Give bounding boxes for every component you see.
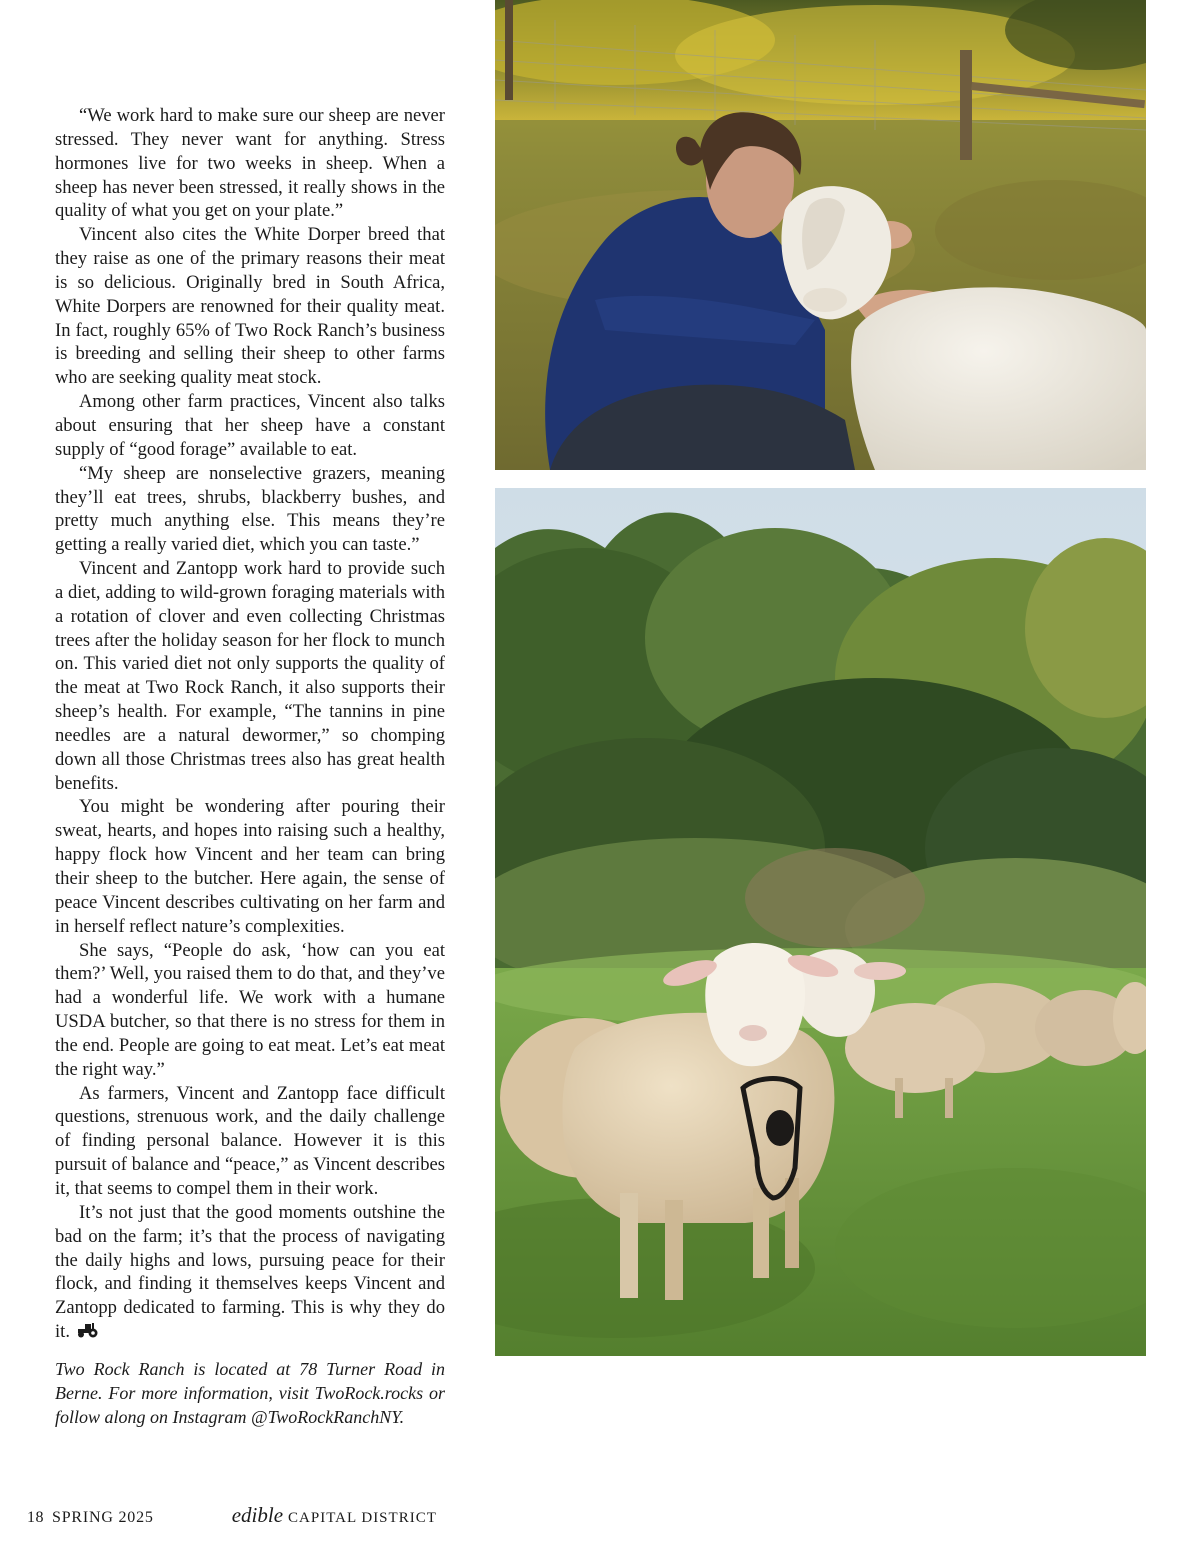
article-paragraph-final (55, 1201, 445, 1344)
article-body (55, 104, 445, 1429)
article-paragraph-3: Among other farm practices, Vincent also talks about ensuring that her sheep have a constant supply of “good forage” available to eat. (55, 391, 445, 460)
issue-label: SPRING 2025 (52, 1509, 154, 1526)
photo-flock-grazing (495, 488, 1146, 1356)
article-paragraph-1: “We work hard to make sure our sheep are never stressed. They never want for anything. Stress hormones live for two weeks in sheep. When a sheep has never been stressed, it really shows in the quality of what you get on your plate.” (55, 105, 445, 222)
page-footer (27, 1503, 437, 1529)
brand-subtitle: CAPITAL DISTRICT (288, 1510, 437, 1526)
page-number: 18 (27, 1509, 44, 1526)
photo-woman-with-sheep (495, 0, 1146, 470)
article-paragraph-6: You might be wondering after pouring their sweat, hearts, and hopes into raising such a healthy, happy flock how Vincent and her team can bring their sheep to the butcher. Here again, the sense of peace Vincent describes cultivating on her farm and in herself reflect nature’s complexities. (55, 796, 445, 937)
article-paragraph-4: “My sheep are nonselective grazers, meaning they’ll eat trees, shrubs, blackberry bushes, and pretty much anything else. This means they’re getting a really varied diet, which you can taste.” (55, 462, 445, 556)
article-paragraph-8: As farmers, Vincent and Zantopp face difficult questions, strenuous work, and the daily challenge of finding personal balance. However it is this pursuit of balance and “peace,” as Vincent describes it, that seems to compel them in their work. (55, 1082, 445, 1199)
brand-logo: edible (231, 1503, 284, 1527)
article-paragraph-5: Vincent and Zantopp work hard to provide such a diet, adding to wild-grown foraging materials with a rotation of clover and even collecting Christmas trees after the holiday season for her flock to munch on. This varied diet not only supports the quality of the meat at Two Rock Ranch, it also supports their sheep’s health. For example, “The tannins in pine needles are a natural dewormer,” so chomping down all those Christmas trees also has great health benefits. (55, 558, 445, 794)
tractor-icon (77, 1323, 99, 1338)
article-paragraph-2: Vincent also cites the White Dorper breed that they raise as one of the primary reasons their meat is so delicious. Originally bred in South Africa, White Dorpers are renowned for their quality meat. In fact, roughly 65% of Two Rock Ranch’s business is breeding and selling their sheep to other farms who are seeking quality meat stock. (55, 224, 445, 389)
article-paragraph-7: She says, “People do ask, ‘how can you eat them?’ Well, you raised them to do that, and they’ve had a wonderful life. We work with a humane USDA butcher, so that there is no stress for them in the end. People are going to eat meat. Let’s eat meat the right way.” (55, 939, 445, 1080)
final-paragraph-text: It’s not just that the good moments outshine the bad on the farm; it’s that the process of navigating the daily highs and lows, pursuing peace for their flock, and finding it themselves keeps Vincent and Zantopp dedicated to farming. This is why they do it. (55, 1201, 445, 1343)
article-credit: Two Rock Ranch is located at 78 Turner Road in Berne. For more information, visit TwoRock.rocks or follow along on Instagram @TwoRockRanchNY. (55, 1358, 445, 1427)
